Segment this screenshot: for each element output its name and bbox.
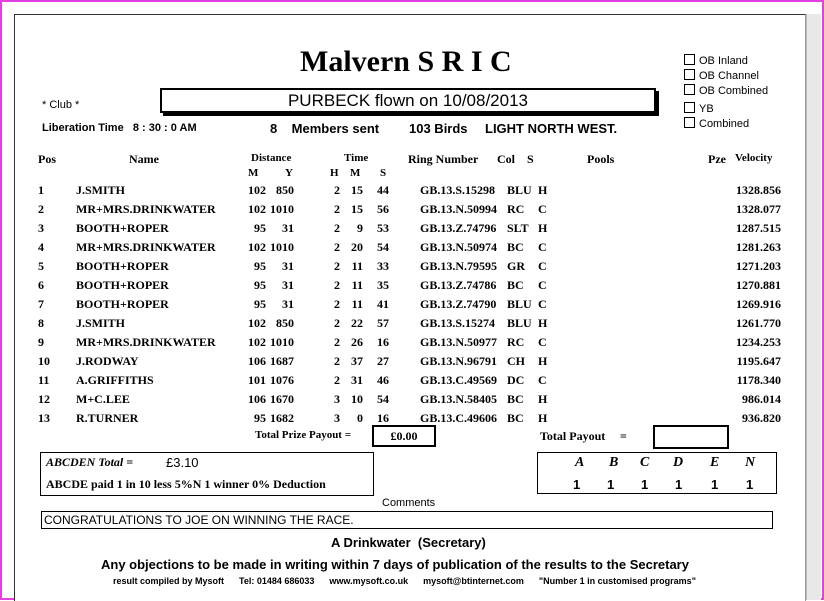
pool-label-b: B [609, 455, 619, 470]
pool-label-c: C [640, 455, 650, 470]
pool-value-d: 1 [675, 477, 683, 492]
table-row: 8 J.SMITH 102 850 2 22 57 GB.13.S.15274 BLU H 1261.770 [38, 316, 781, 330]
comments-label: Comments [382, 497, 436, 509]
header-pos: Pos [38, 152, 56, 166]
objections-note: Any objections to be made in writing within 7 days of publication of the results to the Secretary [101, 557, 689, 572]
header-minutes: M [350, 167, 361, 179]
table-row: 11 A.GRIFFITHS 101 1076 2 31 46 GB.13.C.49569 DC C 1178.340 [38, 373, 781, 387]
liberation-time: Liberation Time 8 : 30 : 0 AM [42, 122, 197, 134]
checkbox-ob-combined[interactable]: OB Combined [684, 84, 768, 97]
header-velocity: Velocity [735, 152, 773, 164]
pool-value-n: 1 [746, 477, 754, 492]
abcden-value: £3.10 [166, 455, 199, 470]
wind-conditions: LIGHT NORTH WEST. [485, 121, 618, 136]
checkbox-box[interactable] [684, 102, 695, 113]
checkbox-ob-channel[interactable]: OB Channel [684, 69, 759, 82]
checkbox-box[interactable] [684, 69, 695, 80]
header-hours: H [330, 167, 339, 179]
table-row: 2 MR+MRS.DRINKWATER 102 1010 2 15 56 GB.13.N.50994 RC C 1328.077 [38, 202, 781, 216]
race-title-box: PURBECK flown on 10/08/2013 [160, 88, 656, 113]
vertical-scrollbar[interactable] [806, 14, 821, 600]
footer-credits: result compiled by Mysoft Tel: 01484 686033 www.mysoft.co.uk mysoft@btinternet.com "Number 1 in customised programs" [113, 576, 696, 586]
birds-count: 103 Birds [409, 121, 468, 136]
table-row: 4 MR+MRS.DRINKWATER 102 1010 2 20 54 GB.13.N.50974 BC C 1281.263 [38, 240, 781, 254]
checkbox-combined[interactable]: Combined [684, 117, 749, 130]
table-row: 1 J.SMITH 102 850 2 15 44 GB.13.S.15298 BLU H 1328.856 [38, 183, 781, 197]
total-payout-equals: = [620, 429, 627, 443]
pool-value-e: 1 [711, 477, 719, 492]
table-row: 7 BOOTH+ROPER 95 31 2 11 41 GB.13.Z.74790 BLU C 1269.916 [38, 297, 781, 311]
table-row: 13 R.TURNER 95 1682 3 0 16 GB.13.C.49606 BC H 936.820 [38, 411, 781, 425]
header-seconds: S [380, 167, 387, 179]
table-row: 10 J.RODWAY 106 1687 2 37 27 GB.13.N.96791 CH H 1195.647 [38, 354, 781, 368]
pool-value-c: 1 [641, 477, 649, 492]
pool-label-n: N [745, 455, 756, 470]
comments-field: CONGRATULATIONS TO JOE ON WINNING THE RACE. [41, 511, 773, 529]
header-pools: Pools [587, 152, 615, 166]
total-payout-label: Total Payout [540, 429, 606, 443]
checkbox-box[interactable] [684, 54, 695, 65]
club-label: * Club * [42, 99, 80, 111]
table-row: 9 MR+MRS.DRINKWATER 102 1010 2 26 16 GB.13.N.50977 RC C 1234.253 [38, 335, 781, 349]
pool-value-b: 1 [607, 477, 615, 492]
total-payout-box [653, 425, 729, 449]
header-ring: Ring Number [408, 152, 479, 166]
abcde-paid-text: ABCDE paid 1 in 10 less 5%N 1 winner 0% Deduction [46, 477, 326, 491]
header-name: Name [129, 152, 159, 166]
header-col: Col [497, 152, 515, 166]
header-pze: Pze [708, 152, 726, 166]
header-miles: M [248, 167, 259, 179]
checkbox-yb[interactable]: YB [684, 102, 714, 115]
pool-value-a: 1 [573, 477, 581, 492]
header-sex: S [527, 152, 534, 166]
checkbox-box[interactable] [684, 117, 695, 128]
pool-label-a: A [575, 455, 585, 470]
pool-label-d: D [673, 455, 684, 470]
abcden-label: ABCDEN Total = [46, 455, 134, 469]
table-row: 3 BOOTH+ROPER 95 31 2 9 53 GB.13.Z.74796 SLT H 1287.515 [38, 221, 781, 235]
secretary-name: A Drinkwater (Secretary) [331, 535, 486, 550]
header-time: Time [344, 152, 369, 164]
table-row: 6 BOOTH+ROPER 95 31 2 11 35 GB.13.Z.74786 BC C 1270.881 [38, 278, 781, 292]
pool-label-e: E [710, 455, 720, 470]
total-prize-label: Total Prize Payout = [255, 429, 351, 441]
table-row: 5 BOOTH+ROPER 95 31 2 11 33 GB.13.N.79595 GR C 1271.203 [38, 259, 781, 273]
table-row: 12 M+C.LEE 106 1670 3 10 54 GB.13.N.58405 BC H 986.014 [38, 392, 781, 406]
checkbox-box[interactable] [684, 84, 695, 95]
total-prize-value: £0.00 [372, 425, 436, 447]
club-title: Malvern S R I C [300, 45, 512, 78]
checkbox-ob-inland[interactable]: OB Inland [684, 54, 748, 67]
header-distance: Distance [251, 152, 292, 164]
header-yards: Y [285, 167, 293, 179]
members-sent: 8 Members sent [270, 121, 380, 136]
